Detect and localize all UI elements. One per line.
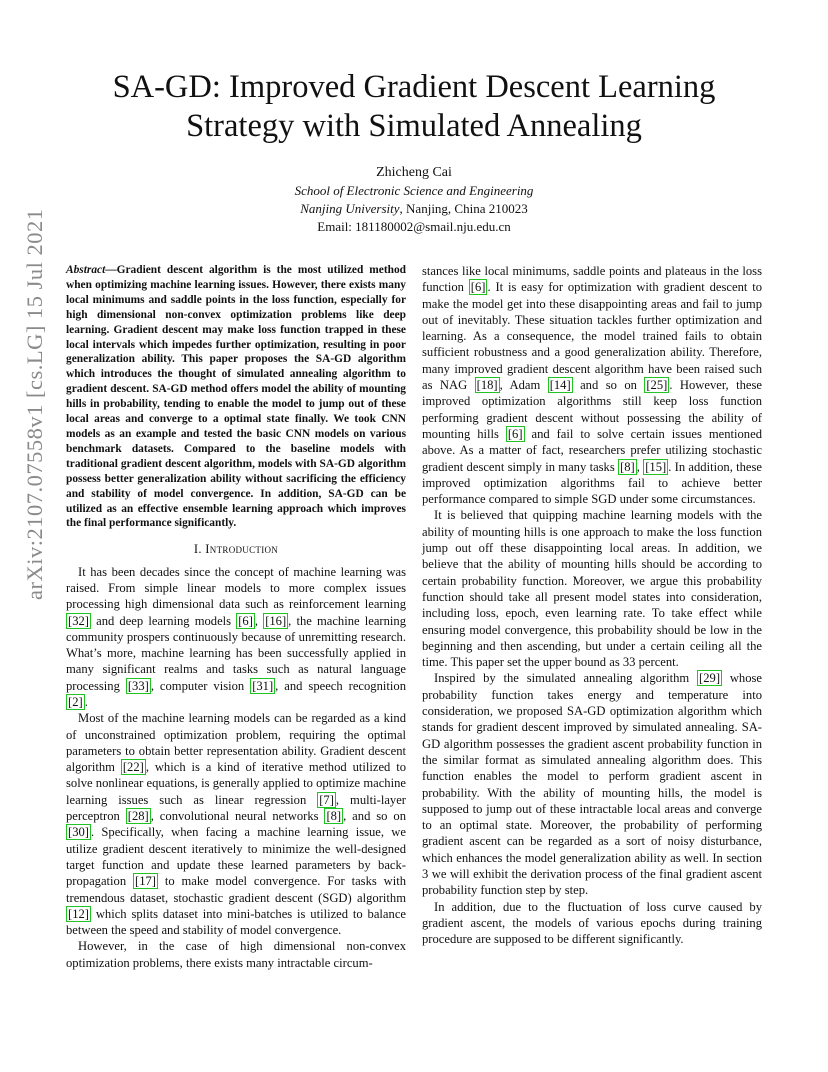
intro-paragraph-1 (66, 564, 406, 711)
text-segment: Inspired by the simulated annealing algorithm (434, 671, 698, 686)
text-segment: , multi-layer perceptron (66, 792, 407, 824)
title-line-2: Strategy with Simulated Annealing (186, 108, 642, 144)
text-segment: , computer vision (150, 678, 251, 693)
text-segment: whose probability function takes energy and temperature into consideration, we proposed SA-GD optimization algorithm which stands for gradient descent improved by simulated annealing. SA-GD algorithm possesses the gradient ascent probability function in the similar format as simulated annealing algorithm does. This function enables the model to perform gradient ascent in probability. With the ability of mounting hills, the model is supposed to jump out of these intractable local areas and converge to an optimal state. Moreover, the probability of performing gradient ascent can be regarded as a sort of noisy disturbance, which enhances the model generalization ability as well. In section 3 we will exhibit the derivation process of the final gradient ascent probability function step by step. (422, 671, 763, 898)
author-affiliation-school: School of Electronic Science and Engineering (294, 183, 534, 198)
abstract-label: Abstract (66, 264, 106, 276)
intro-paragraph-5 (422, 670, 762, 898)
citation-link[interactable]: [6] (470, 280, 486, 295)
university-name: Nanjing University (300, 201, 400, 216)
right-column (422, 263, 762, 947)
text-segment: and fail to solve certain issues mentioned above. As a matter of fact, researchers prefer utilizing stochastic gradient descent simply in many tasks (422, 426, 762, 474)
citation-link[interactable]: [18] (476, 378, 498, 393)
citation-link[interactable]: [14] (549, 378, 571, 393)
abstract-text: —Gradient descent algorithm is the most utilized method when optimizing machine learning issues. However, there exists many local minimums and saddle points in the loss function, especially for high dimensional non-convex optimization problems like deep learning. Gradient descent may make loss function trapped in these local intervals which impedes further optimization, resulting in poor generalization ability. This paper proposes the SA-GD algorithm which introduces the thought of simulated annealing algorithm to gradient descent. SA-GD method offers model the ability of mounting hills in probability, tending to enable the model to jump out of these local areas and converge to a optimal state finally. We took CNN models as an example and tested the basic CNN models on various benchmark datasets. Compared to the baseline models with traditional gradient descent algorithm, models with SA-GD algorithm possess better generalization ability without sacrificing the efficiency and stability of model convergence. In addition, SA-GD can be utilized as an effective ensemble learning approach which improves the final performance significantly. (66, 264, 406, 530)
citation-link[interactable]: [2] (68, 694, 83, 709)
text-segment: , the machine learning community prospers continuously because of unremitting research. What’s more, machine learning has been successfully applied in many significant realms and tasks such as natural language processing (66, 613, 407, 693)
citation-link[interactable]: [17] (135, 874, 156, 889)
university-location: , Nanjing, China 210023 (399, 201, 528, 216)
citation-link[interactable]: [30] (68, 825, 89, 840)
citation-link[interactable]: [28] (127, 809, 149, 824)
text-segment: , which is a kind of iterative method utilized to solve nonlinear equations, is generally applied to optimize machine learning issues such as linear regression (66, 760, 406, 807)
text-segment: . In addition, these improved optimization algorithms fail to achieve better performance compared to simple SGD under some circumstances. (422, 459, 763, 507)
citation-link[interactable]: [15] (645, 459, 667, 474)
author-email: Email: 181180002@smail.nju.edu.cn (317, 219, 511, 234)
section-heading-introduction: I. Introduction (193, 542, 279, 557)
text-segment: . It is easy for optimization with gradient descent to make the model get into these disappointing areas and fail to jump out of inevitably. These situation tackles further optimization and learning. As a consequence, the model trained fails to obtain sufficient robustness and a good generalization ability. Therefore, many improved gradient descent algorithm have been raised such as NAG (422, 280, 762, 393)
citation-link[interactable]: [31] (252, 678, 274, 693)
text-segment: . Specifically, when facing a machine learning issue, we utilize gradient descent iteratively to minimize the well-designed target function and update these learned parameters by back-propagation (66, 825, 406, 889)
text-segment: which splits dataset into mini-batches is utilized to balance between the speed and stability of model convergence. (66, 906, 406, 938)
citation-link[interactable]: [7] (319, 792, 334, 807)
citation-link[interactable]: [8] (326, 809, 342, 824)
citation-link[interactable]: [32] (68, 613, 89, 628)
text-segment: , (636, 459, 644, 474)
citation-link[interactable]: [12] (68, 906, 89, 921)
citation-link[interactable]: [22] (122, 760, 144, 775)
citation-link[interactable]: [6] (238, 613, 253, 628)
citation-link[interactable]: [8] (620, 459, 635, 474)
intro-paragraph-3-continued (422, 263, 762, 507)
author-block (70, 164, 758, 236)
left-column (66, 263, 406, 971)
text-segment: , (254, 613, 264, 628)
text-segment: , and speech recognition (275, 678, 406, 693)
text-segment: It has been decades since the concept of machine learning was raised. From simple linear models to more complex issues processing high dimensional data such as reinforcement learning (66, 564, 406, 612)
intro-paragraph-3: However, in the case of high dimensional non-convex optimization problems, there exists many intractable circum- (66, 939, 406, 970)
text-segment: Most of the machine learning models can be regarded as a kind of unconstrained optimization problem, requiring the optimal parameters to obtain better representation ability. Gradient descent algorithm (66, 711, 406, 775)
intro-paragraph-2 (66, 710, 406, 938)
arxiv-identifier: arXiv:2107.07558v1 [cs.LG] 15 Jul 2021 (22, 208, 47, 600)
citation-link[interactable]: [25] (646, 378, 668, 393)
text-segment: and so on (572, 378, 645, 393)
text-segment: . (84, 694, 88, 709)
intro-paragraph-6: In addition, due to the fluctuation of loss curve caused by gradient ascent, the models of various epochs during training procedure are supposed to be different significantly. (422, 899, 762, 947)
citation-link[interactable]: [33] (127, 678, 149, 693)
intro-paragraph-4: It is believed that quipping machine learning models with the ability of mounting hills is one approach to make the loss function jump out off these disappointing local areas. In addition, we believe that the ability of mounting hills should be according to certain probability function. Moreover, we argue this probability function should take all present model states into consideration, including loss, epoch, even learning rate. To take effect while ensuring model convergence, this probability should be low in the beginning and then ascending, but under a certain ceiling all the time. This paper set the upper bound as 33 percent. (422, 508, 762, 670)
text-segment: , and so on (343, 809, 406, 824)
author-name: Zhicheng Cai (376, 165, 452, 180)
title-line-1: SA-GD: Improved Gradient Descent Learning (112, 69, 716, 105)
text-segment: stances like local minimums, saddle points and plateaus in the loss function (422, 264, 762, 295)
citation-link[interactable]: [6] (507, 426, 523, 441)
author-affiliation-university (70, 200, 758, 218)
citation-link[interactable]: [16] (265, 613, 287, 628)
text-segment: , Adam (499, 378, 548, 393)
paper-title (70, 68, 758, 146)
abstract (66, 263, 406, 531)
text-segment: to make model convergence. For tasks with tremendous dataset, stochastic gradient descent (SGD) algorithm (66, 874, 406, 905)
text-segment: and deep learning models (90, 613, 237, 628)
text-segment: . However, these improved optimization algorithms still keep loss function performing gradient descent without possessing the ability of mounting hills (422, 378, 762, 441)
text-segment: , convolutional neural networks (150, 809, 325, 824)
citation-link[interactable]: [29] (699, 671, 721, 686)
